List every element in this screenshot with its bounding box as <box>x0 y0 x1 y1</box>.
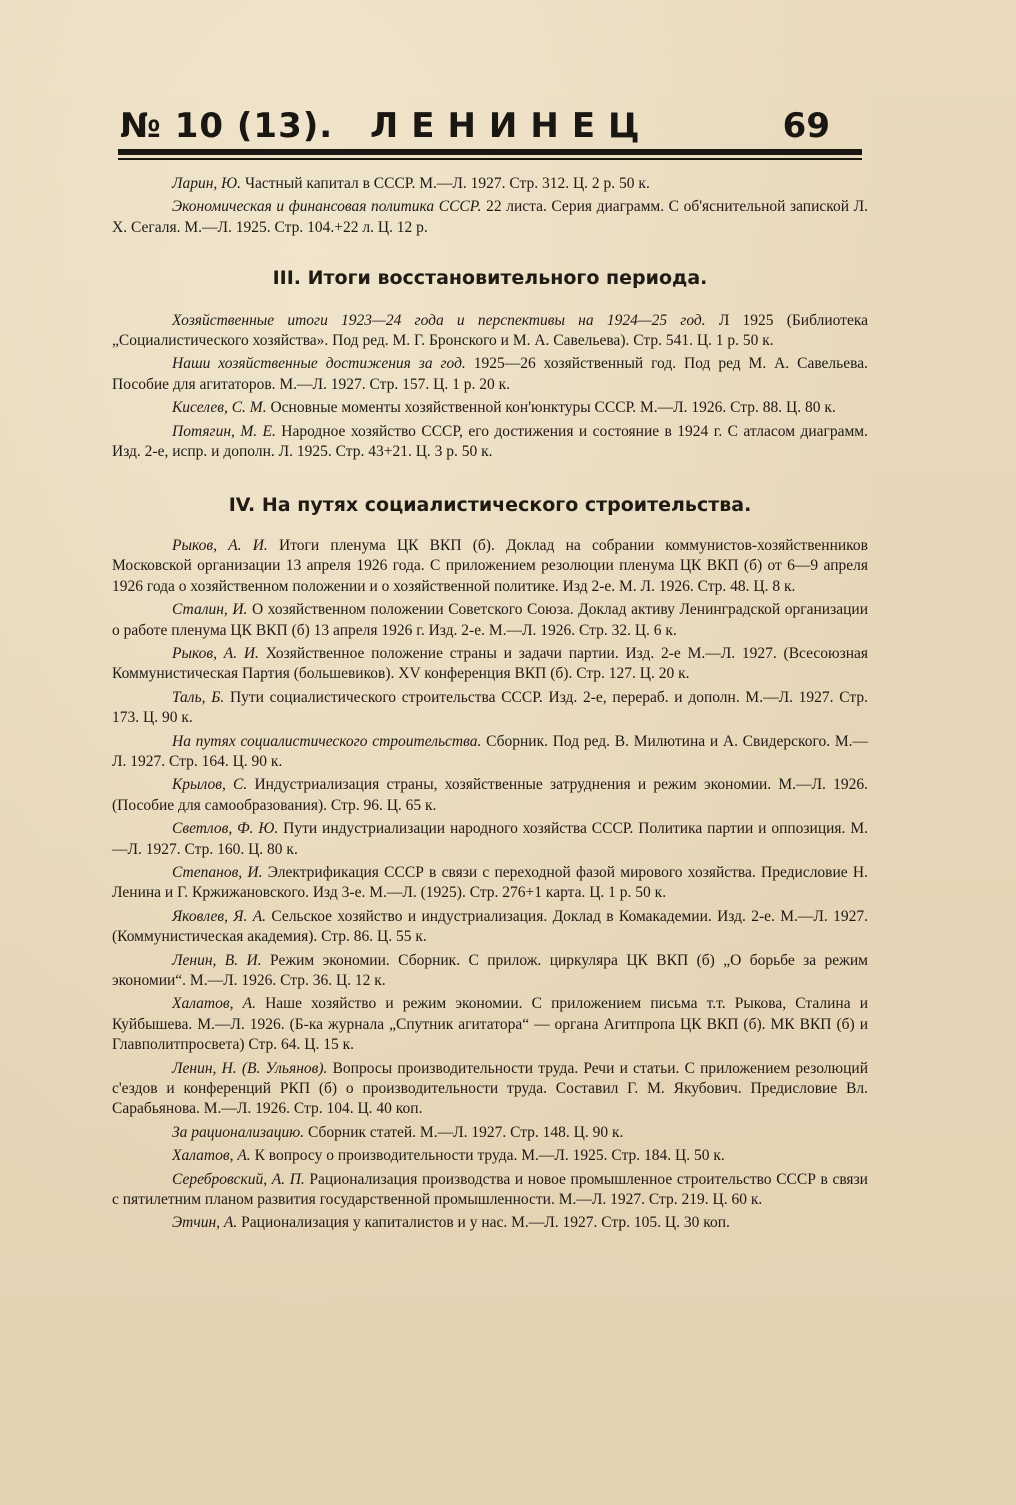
bibliography-entry <box>112 863 868 904</box>
entry-author: Рыков, А. И. <box>172 644 259 662</box>
header-rule-thin <box>118 158 862 160</box>
entry-title: Хозяйственные итоги 1923—24 года и перспективы на 1924—25 год. <box>172 311 706 329</box>
entry-details: Вопросы производительности труда. Речи и статьи. С приложением резолюций с'ездов и конференций РКП (б) о производительности труда. Составил Г. М. Якубович. Предисловие Вл. Сарабьянова. М.—Л. 1926. Стр. 104. Ц. 40 коп. <box>112 1059 868 1118</box>
entry-author: Степанов, И. <box>172 863 263 881</box>
bibliography-entry <box>112 600 868 641</box>
entry-author: Потягин, М. Е. <box>172 422 276 440</box>
section-3-bibliography <box>112 311 868 463</box>
entry-details: 1925—26 хозяйственный год. Под ред М. А. Савельева. Пособие для агитаторов. М.—Л. 1927. Стр. 157. Ц. 1 р. 20 к. <box>112 355 868 393</box>
intro-bibliography <box>112 174 868 238</box>
issue-number: № 10 (13). <box>120 106 334 146</box>
bibliography-entry <box>112 174 868 194</box>
bibliography-entry <box>112 311 868 352</box>
entry-author: Халатов, А. <box>172 995 256 1013</box>
bibliography-entry <box>112 775 868 816</box>
entry-details: Сборник статей. М.—Л. 1927. Стр. 148. Ц. 90 к. <box>304 1123 624 1141</box>
bibliography-entry <box>112 1123 868 1143</box>
entry-details: Пути индустриализации народного хозяйства СССР. Политика партии и оппозиция. М.—Л. 1927. Стр. 160. Ц. 80 к. <box>112 820 868 858</box>
entry-author: Ленин, В. И. <box>172 951 262 969</box>
bibliography-entry <box>112 536 868 597</box>
bibliography-entry <box>112 1213 868 1233</box>
entry-details: Сельское хозяйство и индустриализация. Доклад в Комакадемии. Изд. 2-е. М.—Л. 1927. (Коммунистическая академия). Стр. 86. Ц. 55 к. <box>112 907 869 946</box>
bibliography-entry <box>112 951 868 992</box>
entry-details: Хозяйственное положение страны и задачи партии. Изд. 2-е М.—Л. 1927. (Всесоюзная Коммунистическая Партия (большевиков). XV конференция ВКП (б). Стр. 127. Ц. 20 к. <box>112 644 869 683</box>
bibliography-entry <box>112 1170 868 1211</box>
bibliography-entry <box>112 819 868 860</box>
bibliography-entry <box>112 354 868 395</box>
entry-author: Светлов, Ф. Ю. <box>172 820 279 838</box>
journal-title: ЛЕНИНЕЦ <box>370 106 653 146</box>
entry-details: К вопросу о производительности труда. М.—Л. 1925. Стр. 184. Ц. 50 к. <box>250 1147 725 1165</box>
entry-details: Основные моменты хозяйственной кон'юнктуры СССР. М.—Л. 1926. Стр. 88. Ц. 80 к. <box>266 399 836 417</box>
entry-author: Рыков, А. И. <box>172 536 268 554</box>
entry-title: За рационализацию. <box>172 1123 305 1141</box>
bibliography-entry <box>112 907 868 948</box>
entry-details: Народное хозяйство СССР, его достижения и состояние в 1924 г. С атласом диаграмм. Изд. 2-е, испр. и дополн. Л. 1925. Стр. 43+21. Ц. 3 р. 50 к. <box>112 422 868 461</box>
entry-details: Индустриализация страны, хозяйственные затруднения и режим экономии. М.—Л. 1926. (Пособие для самообразования). Стр. 96. Ц. 65 к. <box>112 776 868 814</box>
entry-details: Наше хозяйство и режим экономии. С приложением письма т.т. Рыкова, Сталина и Куйбышева. М.—Л. 1926. (Б-ка журнала „Спутник агитатора“ — органа Агитпропа ЦК ВКП (б). МК ВКП (б) и Главполитпросвета) Стр. 64. Ц. 15 к. <box>112 995 869 1054</box>
entry-author: Серебровский, А. П. <box>172 1170 305 1188</box>
section-heading-3: III. Итоги восстановительного периода. <box>272 267 708 290</box>
bibliography-entry <box>112 644 868 685</box>
entry-details: Рационализация у капиталистов и у нас. М.—Л. 1927. Стр. 105. Ц. 30 коп. <box>237 1214 730 1232</box>
page-number: 69 <box>782 106 830 146</box>
page-content <box>112 174 868 1234</box>
bibliography-entry <box>112 1059 868 1120</box>
entry-details: Электрификация СССР в связи с переходной фазой мирового хозяйства. Предисловие Н. Ленина и Г. Кржижановского. Изд 3-е. М.—Л. (1925). Стр. 276+1 карта. Ц. 1 р. 50 к. <box>112 863 868 902</box>
entry-details: Пути социалистического строительства СССР. Изд. 2-е, перераб. и дополн. М.—Л. 1927. Стр. 173. Ц. 90 к. <box>112 688 868 727</box>
entry-title: Экономическая и финансовая политика СССР. <box>172 198 482 216</box>
entry-author: Ларин, Ю. <box>172 175 242 192</box>
entry-details: Л 1925 (Библиотека „Социалистического хозяйства». Под ред. М. Г. Бронского и М. А. Савельева). Стр. 541. Ц. 1 р. 50 к. <box>112 311 868 350</box>
entry-author: Халатов, А. <box>172 1147 251 1165</box>
entry-author: Киселев, С. М. <box>172 399 267 417</box>
entry-author: Яковлев, Я. А. <box>172 907 267 925</box>
entry-details: Сборник. Под ред. В. Милютина и А. Свидерского. М.—Л. 1927. Стр. 164. Ц. 90 к. <box>112 732 868 770</box>
entry-author: Сталин, И. <box>172 601 248 619</box>
bibliography-entry <box>112 688 868 729</box>
entry-details: О хозяйственном положении Советского Союза. Доклад активу Ленинградской организации о работе пленума ЦК ВКП (б) 13 апреля 1926 г. Изд. 2-е. М.—Л. 1926. Стр. 32. Ц. 6 к. <box>112 601 868 639</box>
entry-title: Наши хозяйственные достижения за год. <box>172 355 466 373</box>
bibliography-entry <box>112 732 868 773</box>
header-rule-thick <box>118 149 862 155</box>
entry-details: Частный капитал в СССР. М.—Л. 1927. Стр. 312. Ц. 2 р. 50 к. <box>241 175 650 192</box>
bibliography-entry <box>112 398 868 418</box>
entry-author: Этчин, А. <box>172 1214 238 1232</box>
bibliography-entry <box>112 1146 868 1166</box>
section-4-bibliography <box>112 536 868 1234</box>
section-heading-4: IV. На путях социалистического строительства. <box>228 494 752 517</box>
entry-author: Крылов, С. <box>172 776 248 794</box>
entry-author: Ленин, Н. (В. Ульянов). <box>172 1059 328 1077</box>
entry-title: На путях социалистического строительства. <box>172 732 482 750</box>
entry-author: Таль, Б. <box>172 688 225 706</box>
page-header <box>120 100 860 150</box>
entry-details: Режим экономии. Сборник. С прилож. циркуляра ЦК ВКП (б) „О борьбе за режим экономии“. М.—Л. 1926. Стр. 36. Ц. 12 к. <box>112 951 868 989</box>
entry-details: Рационализация производства и новое промышленное строительство СССР в связи с пятилетним планом развития государственной промышленности. М.—Л. 1927. Стр. 219. Ц. 60 к. <box>112 1170 868 1209</box>
entry-details: Итоги пленума ЦК ВКП (б). Доклад на собрании коммунистов-хозяйственников Московской организации 13 апреля 1926 года. С приложением резолюции пленума ЦК ВКП (б) от 6—9 апреля 1926 года о хозяйственном положении и о хозяйственной политике. Изд 2-е. М. Л. 1926. Стр. 48. Ц. 8 к. <box>112 536 868 595</box>
bibliography-entry <box>112 197 868 238</box>
bibliography-entry <box>112 422 868 463</box>
bibliography-entry <box>112 994 868 1055</box>
entry-details: 22 листа. Серия диаграмм. С об'яснительной запиской Л. Х. Сегаля. М.—Л. 1925. Стр. 104.+22 л. Ц. 12 р. <box>112 198 869 236</box>
